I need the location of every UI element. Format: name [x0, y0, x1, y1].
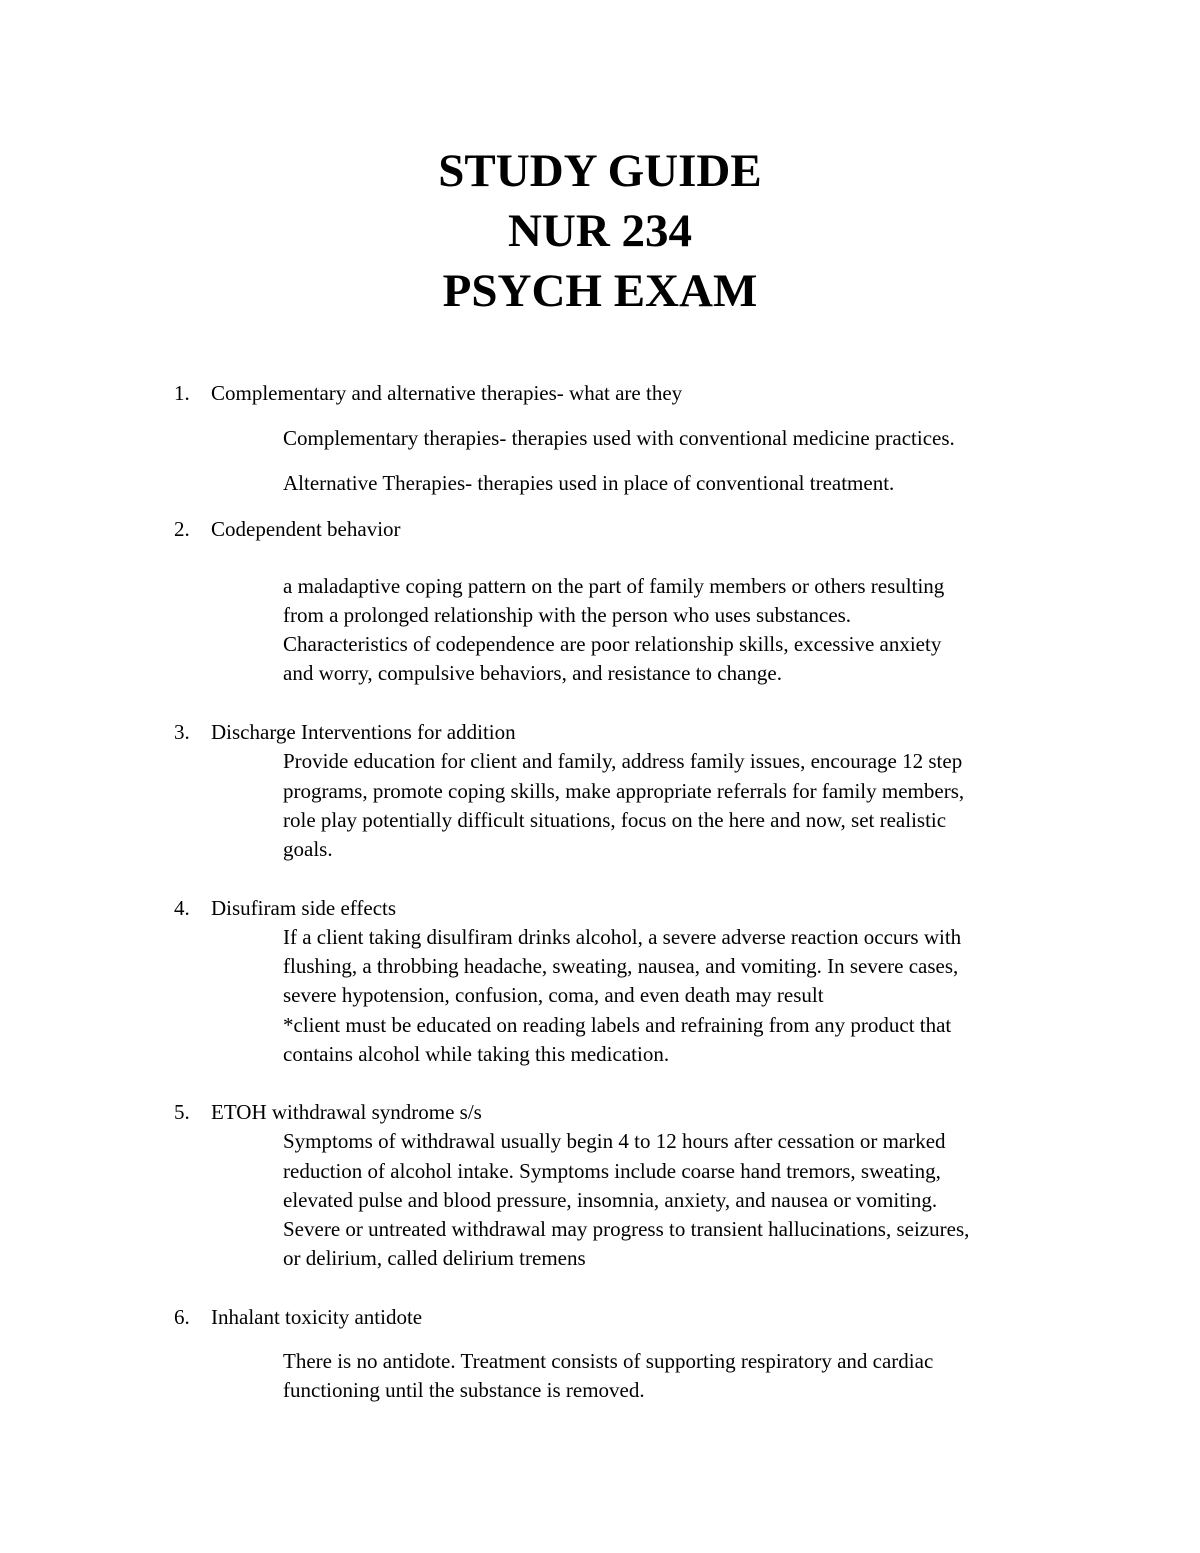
question-number: 3.	[174, 720, 190, 744]
question-label: Discharge Interventions for addition	[211, 720, 516, 744]
question-label: Inhalant toxicity antidote	[211, 1305, 423, 1329]
answer-line: flushing, a throbbing headache, sweating, nausea, and vomiting. In severe cases,	[283, 954, 959, 978]
answer-line: goals.	[283, 837, 333, 861]
answer-line: *client must be educated on reading labels and refraining from any product that	[283, 1013, 952, 1037]
answer-line: reduction of alcohol intake. Symptoms include coarse hand tremors, sweating,	[283, 1159, 941, 1183]
answer-line: Severe or untreated withdrawal may progress to transient hallucinations, seizures,	[283, 1217, 970, 1241]
answer-line: Provide education for client and family, address family issues, encourage 12 step	[283, 749, 963, 773]
answer-line: role play potentially difficult situations, focus on the here and now, set realistic	[283, 808, 947, 832]
answer-line: Characteristics of codependence are poor relationship skills, excessive anxiety	[283, 632, 942, 656]
answer-line: elevated pulse and blood pressure, insomnia, anxiety, and nausea or vomiting.	[283, 1188, 938, 1212]
question-label: Complementary and alternative therapies- what are they	[211, 381, 683, 405]
question-number: 6.	[174, 1305, 190, 1329]
answer-line: from a prolonged relationship with the person who uses substances.	[283, 603, 852, 627]
question-number: 4.	[174, 896, 190, 920]
question-number: 1.	[174, 381, 190, 405]
answer-line: programs, promote coping skills, make appropriate referrals for family members,	[283, 779, 965, 803]
answer-line: a maladaptive coping pattern on the part of family members or others resulting	[283, 574, 945, 598]
question-label: Disufiram side effects	[211, 896, 397, 920]
answer-line: If a client taking disulfiram drinks alcohol, a severe adverse reaction occurs with	[283, 925, 962, 949]
question-number: 5.	[174, 1100, 190, 1124]
question-label: ETOH withdrawal syndrome s/s	[211, 1100, 482, 1124]
answer-line: severe hypotension, confusion, coma, and even death may result	[283, 983, 824, 1007]
title-line-1: STUDY GUIDE	[438, 145, 762, 197]
title-line-2: NUR 234	[507, 205, 693, 257]
answer-line: contains alcohol while taking this medication.	[283, 1042, 670, 1066]
title-line-3: PSYCH EXAM	[442, 265, 758, 317]
answer-line: or delirium, called delirium tremens	[283, 1246, 586, 1270]
answer-line: There is no antidote. Treatment consists of supporting respiratory and cardiac	[283, 1349, 934, 1373]
answer-line: Symptoms of withdrawal usually begin 4 to 12 hours after cessation or marked	[283, 1129, 946, 1153]
answer-line: Complementary therapies- therapies used with conventional medicine practices.	[283, 426, 955, 450]
question-label: Codependent behavior	[211, 517, 401, 541]
question-number: 2.	[174, 517, 190, 541]
answer-line: functioning until the substance is removed.	[283, 1378, 645, 1402]
answer-line: Alternative Therapies- therapies used in place of conventional treatment.	[283, 471, 895, 495]
answer-line: and worry, compulsive behaviors, and resistance to change.	[283, 661, 782, 685]
